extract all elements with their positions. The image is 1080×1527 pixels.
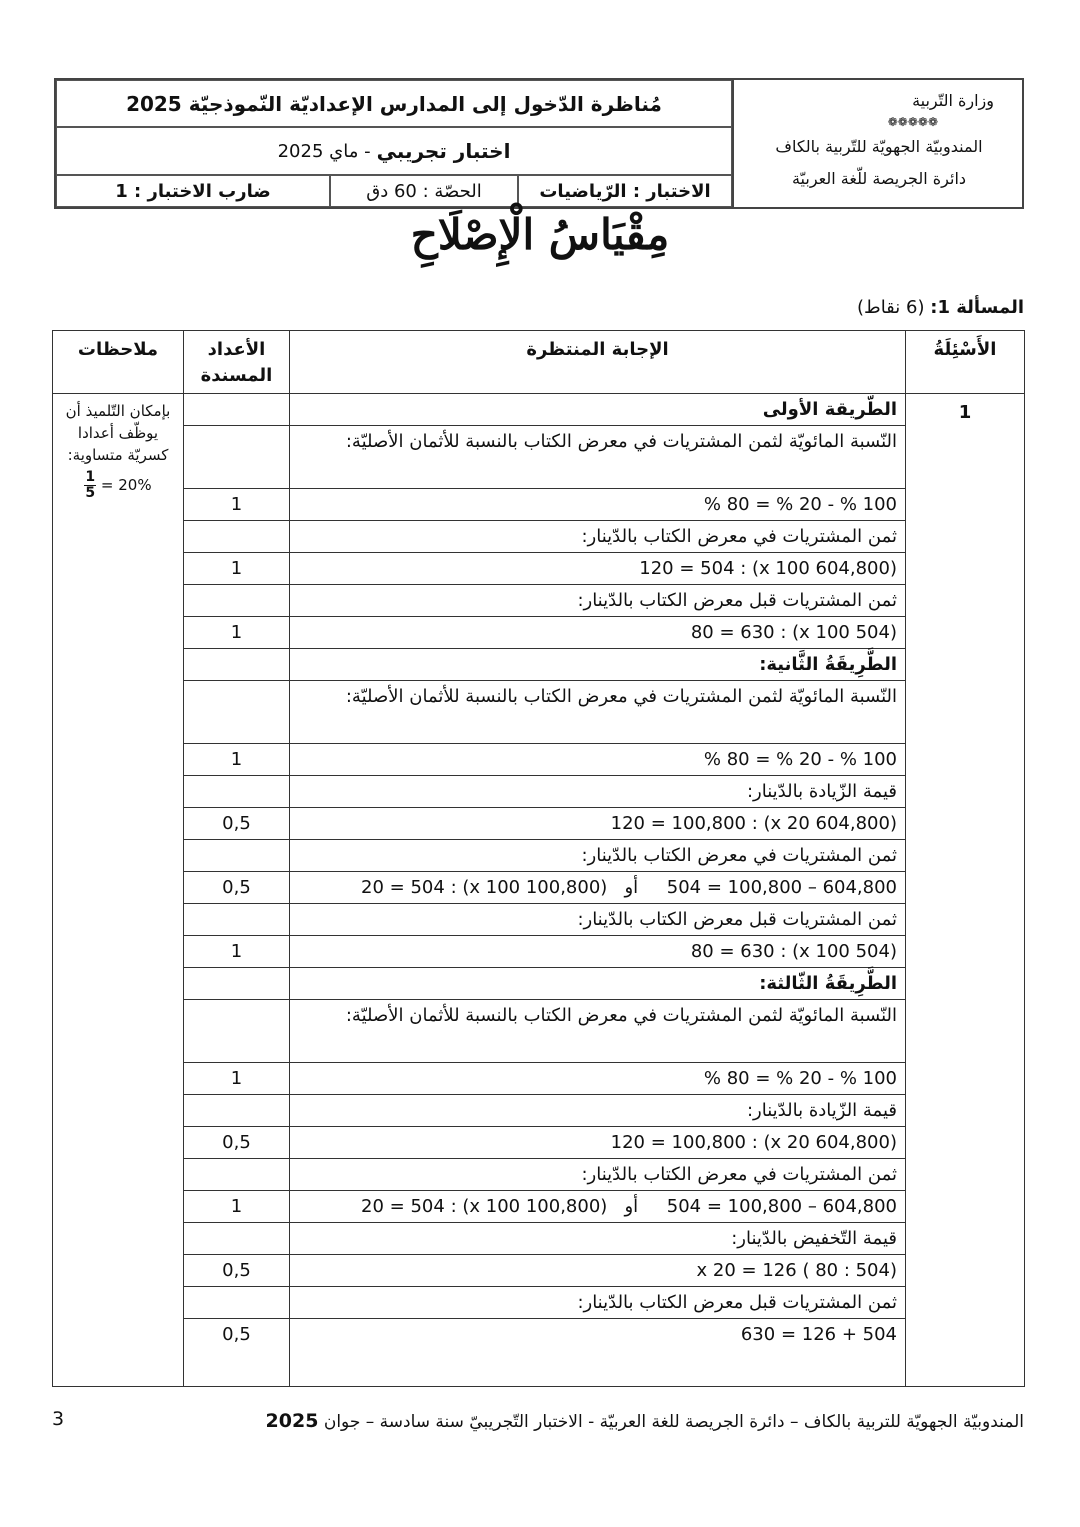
points-cell <box>184 426 290 489</box>
method-heading: الطَّرِيقَةُ الثّالثة: <box>290 968 906 1000</box>
table-row <box>53 426 1025 489</box>
table-row <box>53 808 1025 840</box>
points-cell: 1 <box>184 1191 290 1223</box>
points-cell <box>184 1095 290 1127</box>
exam-header <box>54 78 1024 209</box>
table-row <box>53 617 1025 649</box>
answer-cell: (604,800 x 20) : 120 = 100,800 <box>290 1127 906 1159</box>
table-body <box>53 394 1025 1387</box>
answer-cell: قيمة الزّيادة بالدّينار: <box>290 776 906 808</box>
table-row <box>53 776 1025 808</box>
answer-cell: ثمن المشتريات في معرض الكتاب بالدّينار: <box>290 521 906 553</box>
subject-cell <box>518 175 732 207</box>
table-row <box>53 521 1025 553</box>
table-row <box>53 1159 1025 1191</box>
page-title: مِقْيَاسُ الْإِصْلَاحِ <box>410 210 670 259</box>
points-cell: 1 <box>184 1063 290 1095</box>
question-number: 1 <box>906 394 1025 1387</box>
table-row <box>53 1191 1025 1223</box>
answer-cell: قيمة الزّيادة بالدّينار: <box>290 1095 906 1127</box>
problem-points: (6 نقاط) <box>857 297 925 318</box>
points-cell: 1 <box>184 744 290 776</box>
stars-ornament: ❁❁❁❁❁ <box>887 115 938 129</box>
duration-label: الحصّة : 60 دق <box>366 180 482 202</box>
page-number: 3 <box>52 1408 65 1430</box>
answer-cell: 100 % - 20 % = 80 % <box>290 489 906 521</box>
points-cell <box>184 776 290 808</box>
table-row <box>53 744 1025 776</box>
answer-cell: (504 : 80 ) x 20 = 126 <box>290 1255 906 1287</box>
points-cell: 1 <box>184 489 290 521</box>
ministry-label: وزارة التّربية <box>912 91 994 110</box>
table-row <box>53 1095 1025 1127</box>
table-row <box>53 936 1025 968</box>
answer-cell: ثمن المشتريات في معرض الكتاب بالدّينار: <box>290 1159 906 1191</box>
points-cell <box>184 681 290 744</box>
answer-cell: ثمن المشتريات قبل معرض الكتاب بالدّينار: <box>290 585 906 617</box>
answer-cell: (604,800 x 100) : 120 = 504 <box>290 553 906 585</box>
answer-cell: 100 % - 20 % = 80 % <box>290 1063 906 1095</box>
answer-cell: النّسبة المائويّة لثمن المشتريات في معرض الكتاب بالنسبة للأثمان الأصليّة: <box>290 1000 906 1063</box>
test-type: اختبار تجريبي <box>376 139 511 163</box>
answer-cell: (504 x 100) : 80 = 630 <box>290 617 906 649</box>
table-row <box>53 1223 1025 1255</box>
coefficient-label: ضارب الاختبار : 1 <box>115 180 271 202</box>
note-fraction: $\frac{1}{5}$ <box>85 469 96 501</box>
table-row <box>53 585 1025 617</box>
table-header-row <box>53 331 1025 394</box>
table-row <box>53 1255 1025 1287</box>
table-row <box>53 904 1025 936</box>
header-questions: الأَسْئِلَةُ <box>906 331 1025 394</box>
points-cell: 1 <box>184 553 290 585</box>
subject-label: الاختبار : الرّياضيات <box>539 180 711 202</box>
header-notes: ملاحظات <box>53 331 184 394</box>
table-row <box>53 1063 1025 1095</box>
points-cell <box>184 840 290 872</box>
table-row <box>53 1319 1025 1387</box>
points-cell <box>184 904 290 936</box>
page-footer <box>266 1410 1024 1432</box>
method-heading: الطّريقة الأولى <box>290 394 906 426</box>
points-cell: 0,5 <box>184 1127 290 1159</box>
exam-title: مُناظرة الدّخول إلى المدارس الإعداديّة النّموذجيّة 2025 <box>126 91 662 116</box>
points-cell <box>184 1000 290 1063</box>
points-cell: 0,5 <box>184 872 290 904</box>
table-row <box>53 1000 1025 1063</box>
grading-table <box>52 330 1025 1387</box>
table-row <box>53 553 1025 585</box>
answer-cell: 504 + 126 = 630 <box>290 1319 906 1387</box>
answer-cell: (504 x 100) : 80 = 630 <box>290 936 906 968</box>
institution-block <box>732 80 1024 207</box>
method-heading: الطَّرِيقَةُ الثَّانية: <box>290 649 906 681</box>
coefficient-cell <box>56 175 330 207</box>
table-row <box>53 489 1025 521</box>
table-row <box>53 968 1025 1000</box>
points-cell <box>184 1159 290 1191</box>
points-cell <box>184 649 290 681</box>
table-row <box>53 681 1025 744</box>
table-row <box>53 1127 1025 1159</box>
circle-label: دائرة الجريصة للّغة العربيّة <box>791 169 967 188</box>
answer-cell: قيمة التّخفيض بالدّينار: <box>290 1223 906 1255</box>
points-cell <box>184 1223 290 1255</box>
note-formula: $\frac{1}{5}$ = 20% <box>85 469 152 501</box>
duration-cell <box>330 175 518 207</box>
header-points: الأعداد المسندة <box>184 331 290 394</box>
footer-text: المندوبيّة الجهويّة للتربية بالكاف – دائرة الجريصة للغة العربيّة - الاختبار التّجريبيّ سنة سادسة – جوان <box>323 1412 1024 1432</box>
test-type-cell <box>56 127 732 175</box>
points-cell <box>184 1287 290 1319</box>
points-cell <box>184 968 290 1000</box>
table-row <box>53 394 1025 426</box>
answer-cell: النّسبة المائويّة لثمن المشتريات في معرض الكتاب بالنسبة للأثمان الأصليّة: <box>290 426 906 489</box>
answer-cell: ثمن المشتريات في معرض الكتاب بالدّينار: <box>290 840 906 872</box>
points-cell: 0,5 <box>184 1255 290 1287</box>
problem-label: المسألة 1: <box>930 297 1024 318</box>
header-answer: الإجابة المنتظرة <box>290 331 906 394</box>
answer-cell: 100 % - 20 % = 80 % <box>290 744 906 776</box>
answer-cell: (604,800 x 20) : 120 = 100,800 <box>290 808 906 840</box>
notes-cell <box>53 394 184 1387</box>
table-row <box>53 872 1025 904</box>
points-cell: 1 <box>184 936 290 968</box>
points-cell: 0,5 <box>184 1319 290 1387</box>
points-cell: 1 <box>184 617 290 649</box>
points-cell: 0,5 <box>184 808 290 840</box>
answer-cell: 604,800 – 100,800 = 504 أو (100,800 x 100) : 20 = 504 <box>290 1191 906 1223</box>
commission-label: المندوبيّة الجهويّة للتّربية بالكاف <box>775 137 983 156</box>
answer-cell: ثمن المشتريات قبل معرض الكتاب بالدّينار: <box>290 1287 906 1319</box>
test-date: - ماي 2025 <box>277 140 371 162</box>
footer-year: 2025 <box>265 1410 319 1432</box>
table-row <box>53 1287 1025 1319</box>
points-cell <box>184 394 290 426</box>
table-row <box>53 649 1025 681</box>
problem-heading <box>857 297 1024 318</box>
table-row <box>53 840 1025 872</box>
points-cell <box>184 521 290 553</box>
answer-cell: النّسبة المائويّة لثمن المشتريات في معرض الكتاب بالنسبة للأثمان الأصليّة: <box>290 681 906 744</box>
note-text: بإمكان التّلميذ أن يوظّف أعدادا كسريّة متساوية: <box>65 402 171 464</box>
exam-title-cell <box>56 80 732 127</box>
points-cell <box>184 585 290 617</box>
answer-cell: 604,800 – 100,800 = 504 أو (100,800 x 100) : 20 = 504 <box>290 872 906 904</box>
answer-cell: ثمن المشتريات قبل معرض الكتاب بالدّينار: <box>290 904 906 936</box>
